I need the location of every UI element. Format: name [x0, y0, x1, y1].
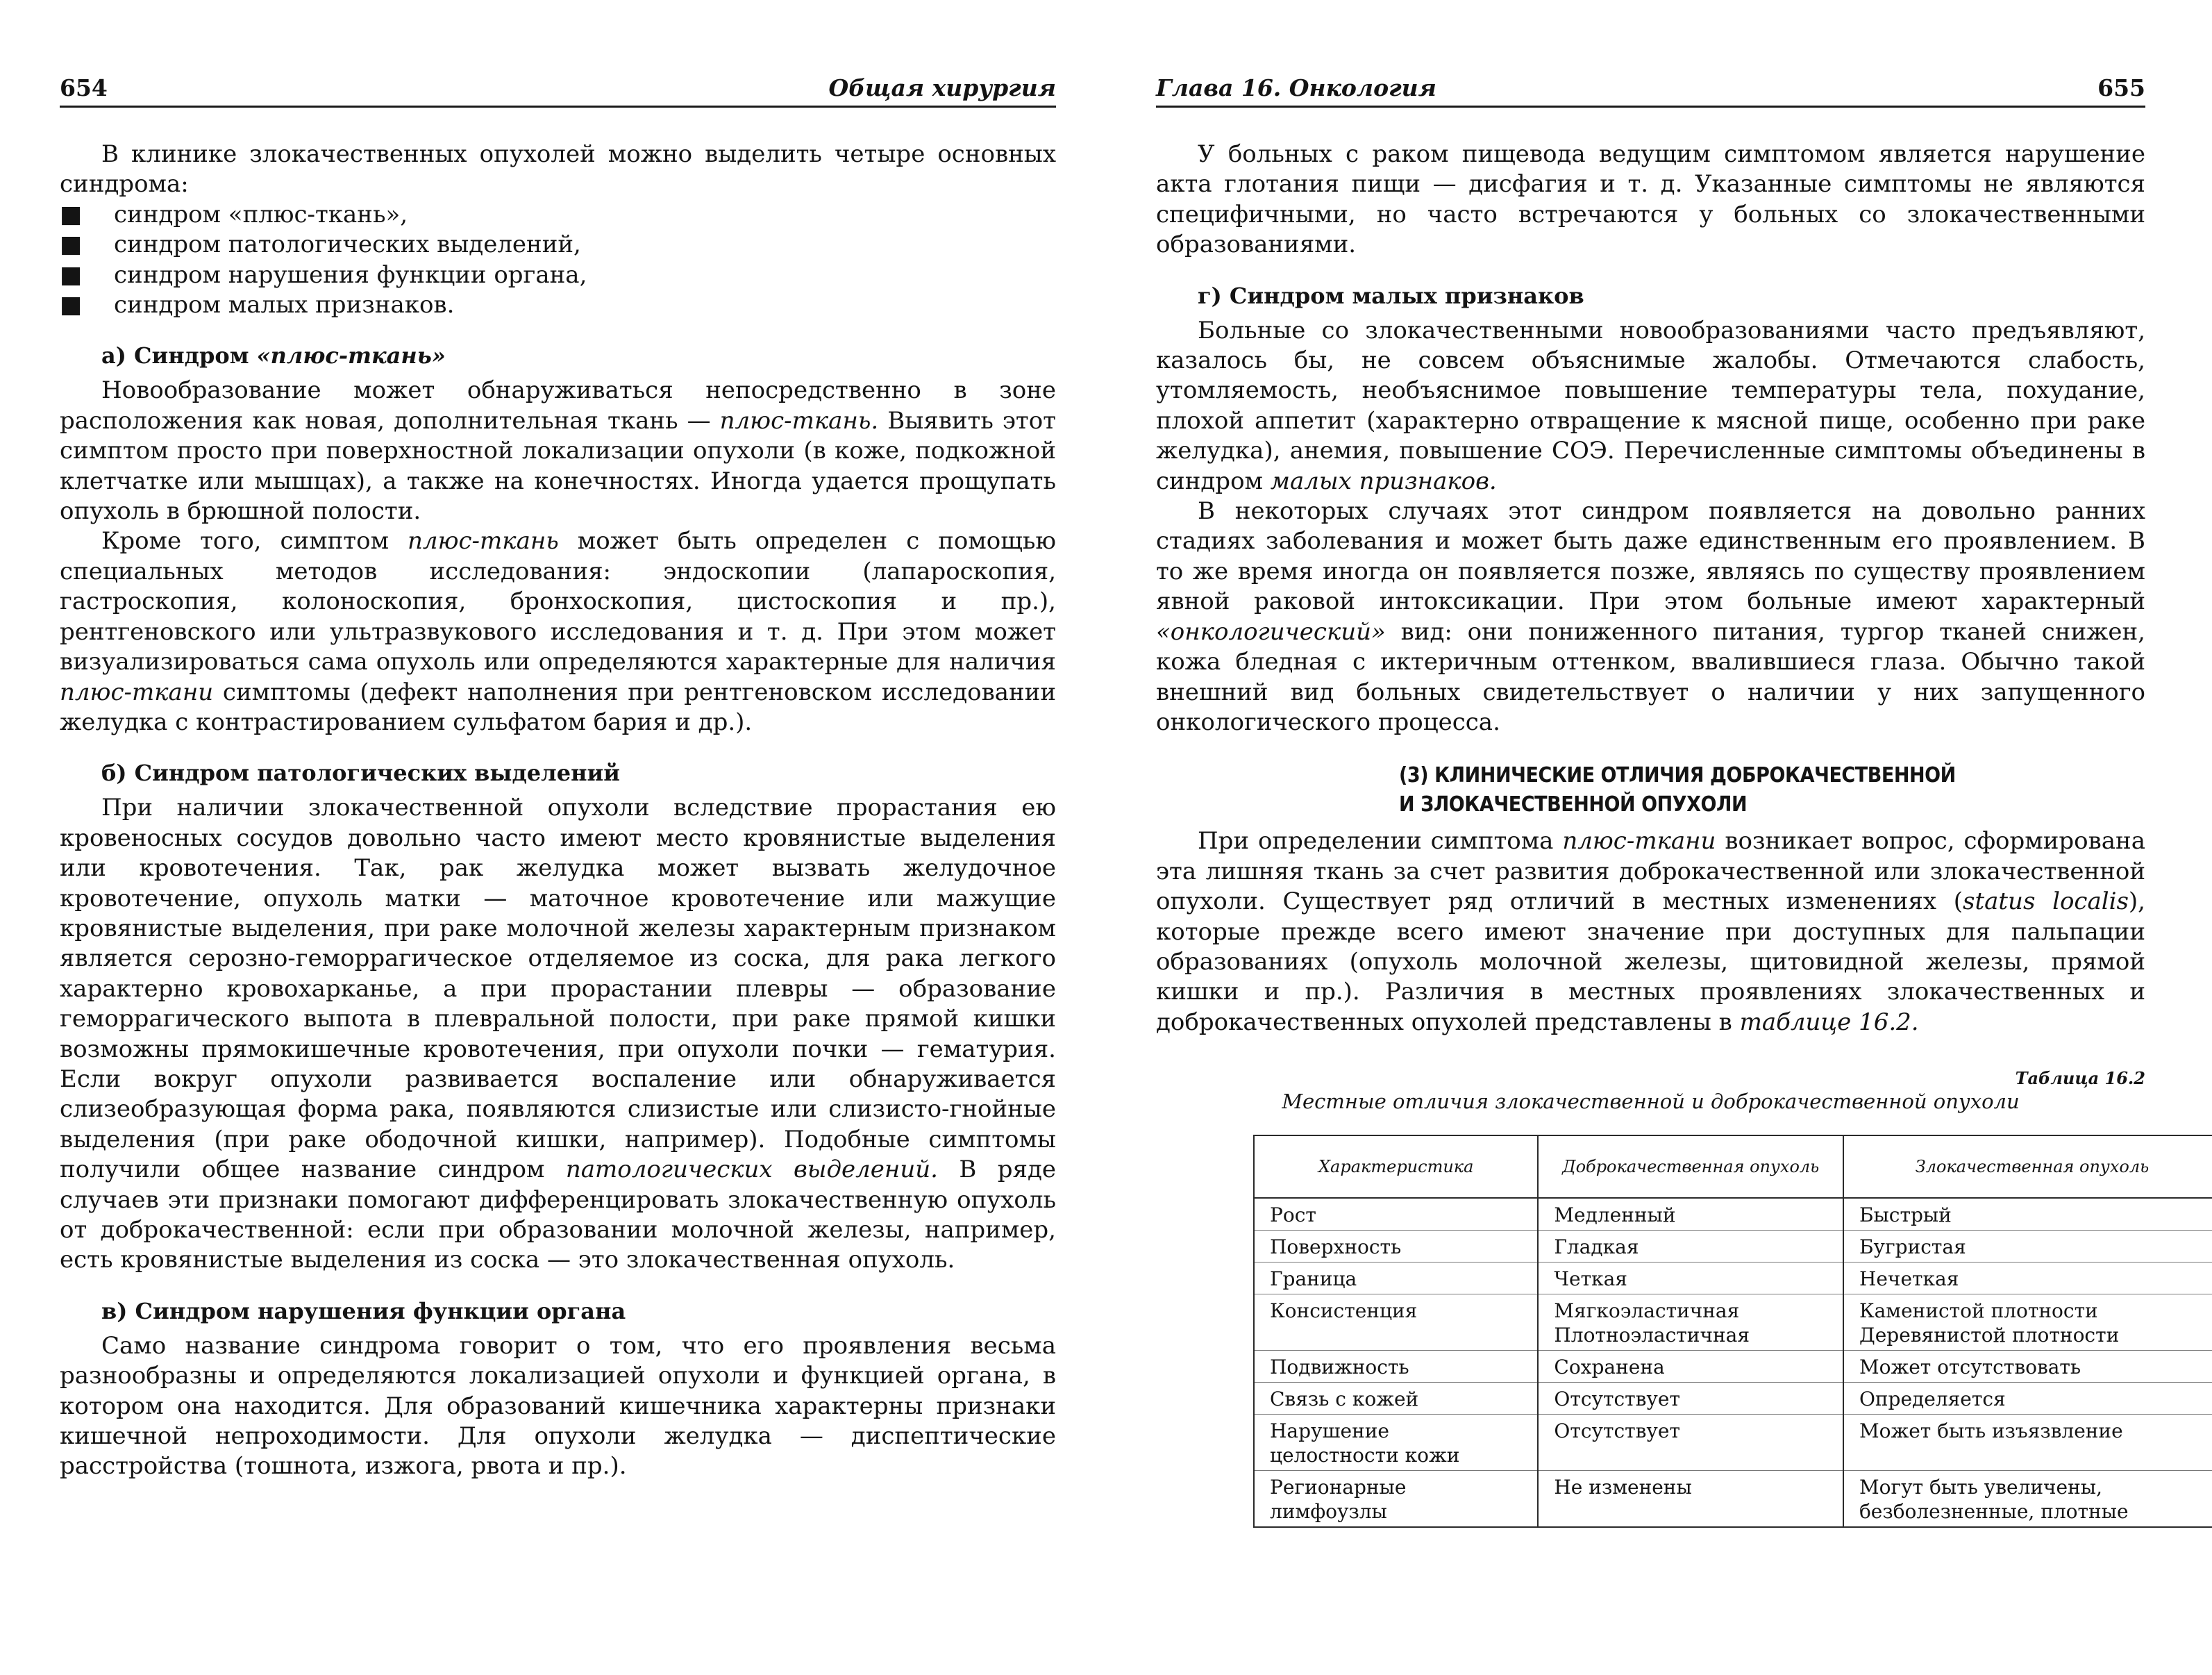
table-cell: Мягкоэластичная Плотноэластичная [1538, 1294, 1843, 1351]
bullet-icon: ■ [60, 291, 83, 319]
section-heading-d: г) Синдром малых признаков [1198, 282, 1584, 309]
table-cell: Отсутствует [1538, 1415, 1843, 1471]
table-cell: Подвижность [1254, 1351, 1538, 1383]
table-cell: Быстрый [1843, 1198, 2212, 1231]
table-cell: Могут быть увеличены, безболезненные, плотные [1843, 1471, 2212, 1528]
table-cell: Определяется [1843, 1383, 2212, 1415]
table-cell: Регионарные лимфоузлы [1254, 1471, 1538, 1528]
column-header: Доброкачественная опухоль [1538, 1135, 1843, 1198]
table-cell: Нечеткая [1843, 1262, 2212, 1294]
paragraph: Новообразование может обнаруживаться непосредственно в зоне расположения как новая, дополнительная ткань — плюс-ткань. Выявить этот симптом просто при поверхностной локализации опухоли (в коже, подкожной клетчатке или мышцах), а также на конечностях. Иногда удается прощупать опухоль в брюшной полости. [60, 376, 1056, 526]
table-row [1254, 1351, 2212, 1383]
table-title: Местные отличия злокачественной и доброкачественной опухоли [1282, 1090, 2020, 1114]
comparison-table [1253, 1135, 2212, 1528]
table-cell: Медленный [1538, 1198, 1843, 1231]
list-item: ■ синдром «плюс-ткань», [114, 200, 1056, 230]
table-cell: Отсутствует [1538, 1383, 1843, 1415]
list-item: ■ синдром патологических выделений, [114, 230, 1056, 260]
paragraph: В некоторых случаях этот синдром появляется на довольно ранних стадиях заболевания и может быть даже единственным его проявлением. В то же время иногда он появляется позже, являясь по существу проявлением явной раковой интоксикации. При этом больные имеют характерный «онкологический» вид: они пониженного питания, тургор тканей снижен, кожа бледная с иктеричным оттенком, ввалившиеся глаза. Обычно такой внешний вид больных свидетельствует о наличии у них запущенного онкологического процесса. [1156, 497, 2145, 736]
running-header [60, 67, 1056, 108]
running-header [1156, 67, 2145, 108]
table-cell: Поверхность [1254, 1231, 1538, 1262]
section-heading-3: (3) КЛИНИЧЕСКИЕ ОТЛИЧИЯ ДОБРОКАЧЕСТВЕННОЙ И ЗЛОКАЧЕСТВЕННОЙ ОПУХОЛИ [1399, 763, 1956, 817]
running-title: Глава 16. Онкология [1156, 74, 1436, 101]
right-page [1106, 0, 2212, 1675]
syndrome-list [60, 200, 1056, 321]
paragraph: У больных с раком пищевода ведущим симптомом является нарушение акта глотания пищи — дисфагия и т. д. Указанные симптомы не являются специфичными, но часто встречаются у больных со злокачественными образованиями. [1156, 140, 2145, 259]
bullet-icon: ■ [60, 231, 83, 259]
table-cell: Бугристая [1843, 1231, 2212, 1262]
intro-paragraph: В клинике злокачественных опухолей можно выделить четыре основных синдрома: [60, 140, 1056, 199]
table-header-row [1254, 1135, 2212, 1198]
bullet-icon: ■ [60, 200, 83, 228]
table-row [1254, 1383, 2212, 1415]
paragraph: Больные со злокачественными новообразованиями часто предъявляют, казалось бы, не совсем объяснимые жалобы. Отмечаются слабость, утомляемость, необъяснимое повышение температуры тела, похудание, плохой аппетит (характерно отвращение к мясной пище, особенно при раке желудка), анемия, повышение СОЭ. Перечисленные симптомы объединены в синдром малых признаков. [1156, 316, 2145, 495]
table-cell: Четкая [1538, 1262, 1843, 1294]
list-item: ■ синдром малых признаков. [114, 290, 1056, 320]
paragraph: При наличии злокачественной опухоли вследствие прорастания ею кровеносных сосудов довольно часто имеют место кровянистые выделения или кровотечения. Так, рак желудка может вызвать желудочное кровотечение, опухоль матки — маточное кровотечение или мажущие кровянистые выделения, при раке молочной железы характерным признаком является серозно-геморрагическое отделяемое из соска, для рака легкого характерно кровохарканье, а при прорастании плевры — образование геморрагического выпота в плевральной полости, при раке прямой кишки возможны прямокишечные кровотечения, при опухоли почки — гематурия. Если вокруг опухоли развивается воспаление или обнаруживается слизеобразующая форма рака, появляются слизистые или слизисто-гнойные выделения (при раке ободочной кишки, например). Подобные симптомы получили общее название синдром патологических выделений. В ряде случаев эти признаки помогают дифференцировать злокачественную опухоль от доброкачественной: если при образовании молочной железы, например, есть кровянистые выделения из соска — это злокачественная опухоль. [60, 794, 1056, 1274]
paragraph: Само название синдрома говорит о том, что его проявления весьма разнообразны и определяются локализацией опухоли и функцией органа, в котором она находится. Для образований кишечника характерны признаки кишечной непроходимости. Для опухоли желудка — диспептические расстройства (тошнота, изжога, рвота и пр.). [60, 1331, 1056, 1481]
column-header: Злокачественная опухоль [1843, 1135, 2212, 1198]
table-row [1254, 1262, 2212, 1294]
table-cell: Гладкая [1538, 1231, 1843, 1262]
table-cell: Сохранена [1538, 1351, 1843, 1383]
running-title: Общая хирургия [828, 74, 1056, 101]
list-item: ■ синдром нарушения функции органа, [114, 260, 1056, 290]
table-cell: Рост [1254, 1198, 1538, 1231]
bullet-icon: ■ [60, 260, 83, 289]
section-heading-c: в) Синдром нарушения функции органа [101, 1297, 626, 1324]
table-cell: Каменистой плотности Деревянистой плотности [1843, 1294, 2212, 1351]
page-number: 655 [2097, 74, 2145, 101]
table-caption: Таблица 16.2 [2015, 1068, 2145, 1089]
table-row [1254, 1415, 2212, 1471]
page-number: 654 [60, 74, 108, 101]
section-heading-b: б) Синдром патологических выделений [101, 760, 620, 787]
table-cell: Связь с кожей [1254, 1383, 1538, 1415]
column-header: Характеристика [1254, 1135, 1538, 1198]
table-cell: Консистенция [1254, 1294, 1538, 1351]
paragraph: Кроме того, симптом плюс-ткань может быть определен с помощью специальных методов исследования: эндоскопии (лапароскопия, гастроскопия, колоноскопия, бронхоскопия, цистоскопия и пр.), рентгеновского или ультразвукового исследования и т. д. При этом может визуализироваться сама опухоль или определяются характерные для наличия плюс-ткани симптомы (дефект наполнения при рентгеновском исследовании желудка с контрастированием сульфатом бария и др.). [60, 527, 1056, 736]
table-row [1254, 1198, 2212, 1231]
table-row [1254, 1231, 2212, 1262]
table-cell: Не изменены [1538, 1471, 1843, 1528]
table-cell: Может быть изъязвление [1843, 1415, 2212, 1471]
table-cell: Может отсутствовать [1843, 1351, 2212, 1383]
table-row [1254, 1471, 2212, 1528]
table-row [1254, 1294, 2212, 1351]
table-cell: Нарушение целостности кожи [1254, 1415, 1538, 1471]
paragraph: При определении симптома плюс-ткани возникает вопрос, сформирована эта лишняя ткань за счет развития доброкачественной или злокачественной опухоли. Существует ряд отличий в местных изменениях (status localis), которые прежде всего имеют значение при доступных для пальпации образованиях (опухоль молочной железы, щитовидной железы, прямой кишки и пр.). Различия в местных проявлениях злокачественных и доброкачественных опухолей представлены в таблице 16.2. [1156, 827, 2145, 1036]
section-heading-a: а) Синдром «плюс-ткань» [101, 342, 446, 369]
table-cell: Граница [1254, 1262, 1538, 1294]
